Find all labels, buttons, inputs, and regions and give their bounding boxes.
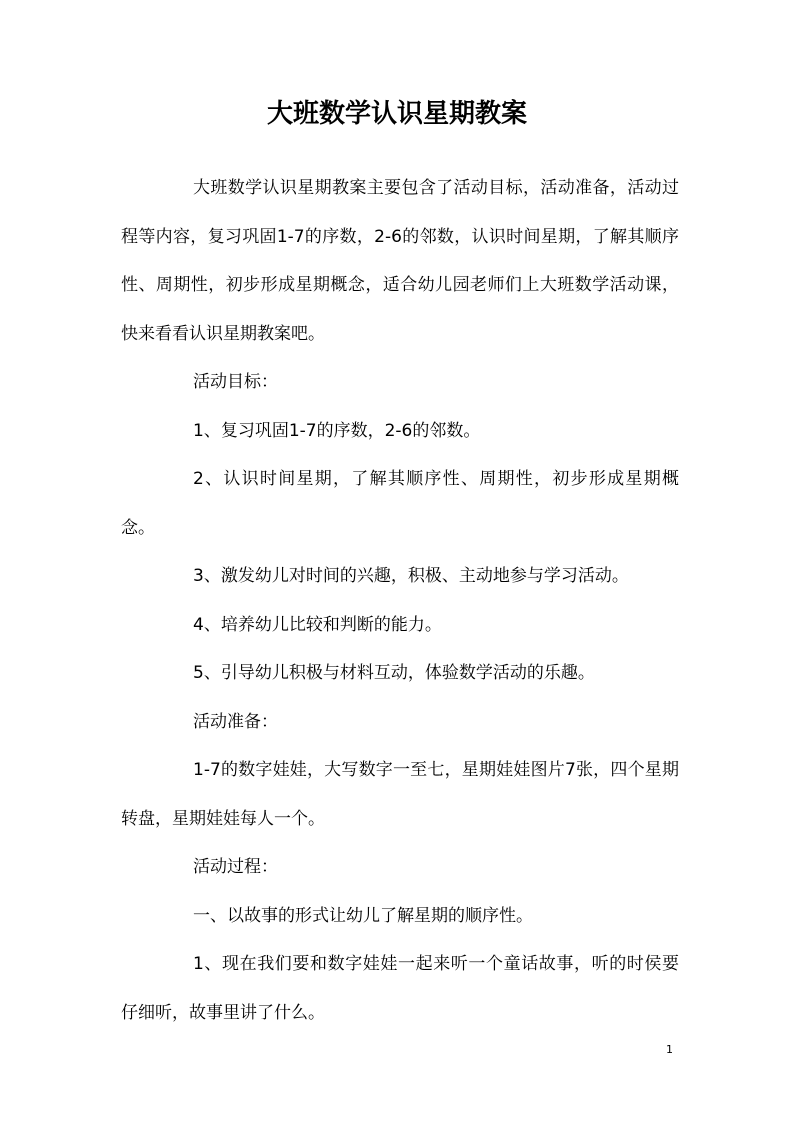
goal-item-2: 2、认识时间星期，了解其顺序性、周期性，初步形成星期概念。 <box>121 469 679 538</box>
process-step-heading: 一、以故事的形式让幼儿了解星期的顺序性。 <box>193 905 533 926</box>
goal-item-3: 3、激发幼儿对时间的兴趣，积极、主动地参与学习活动。 <box>193 566 629 586</box>
process-step-1: 1、现在我们要和数字娃娃一起来听一个童话故事，听的时侯要仔细听，故事里讲了什么。 <box>121 954 679 1023</box>
goal-item-5: 5、引导幼儿积极与材料互动，体验数学活动的乐趣。 <box>193 663 595 683</box>
goal-item-4: 4、培养幼儿比较和判断的能力。 <box>193 614 442 635</box>
goal-item-1: 1、复习巩固1-7的序数，2-6的邻数。 <box>193 420 481 441</box>
section-heading-goals: 活动目标： <box>193 372 278 392</box>
section-heading-preparation: 活动准备： <box>193 711 278 732</box>
document-title: 大班数学认识星期教案 <box>266 99 527 129</box>
preparation-paragraph: 1-7的数字娃娃，大写数字一至七，星期娃娃图片7张，四个星期转盘，星期娃娃每人一个。 <box>121 760 679 829</box>
section-heading-process: 活动过程： <box>193 857 278 877</box>
intro-paragraph: 大班数学认识星期教案主要包含了活动目标，活动准备，活动过程等内容，复习巩固1-7的序数，2-6的邻数，认识时间星期，了解其顺序性、周期性，初步形成星期概念，适合幼儿园老师们上大班数学活动课，快来看看认识星期教案吧。 <box>121 178 679 344</box>
document-body <box>121 164 679 1037</box>
page-number: 1 <box>666 1043 673 1056</box>
